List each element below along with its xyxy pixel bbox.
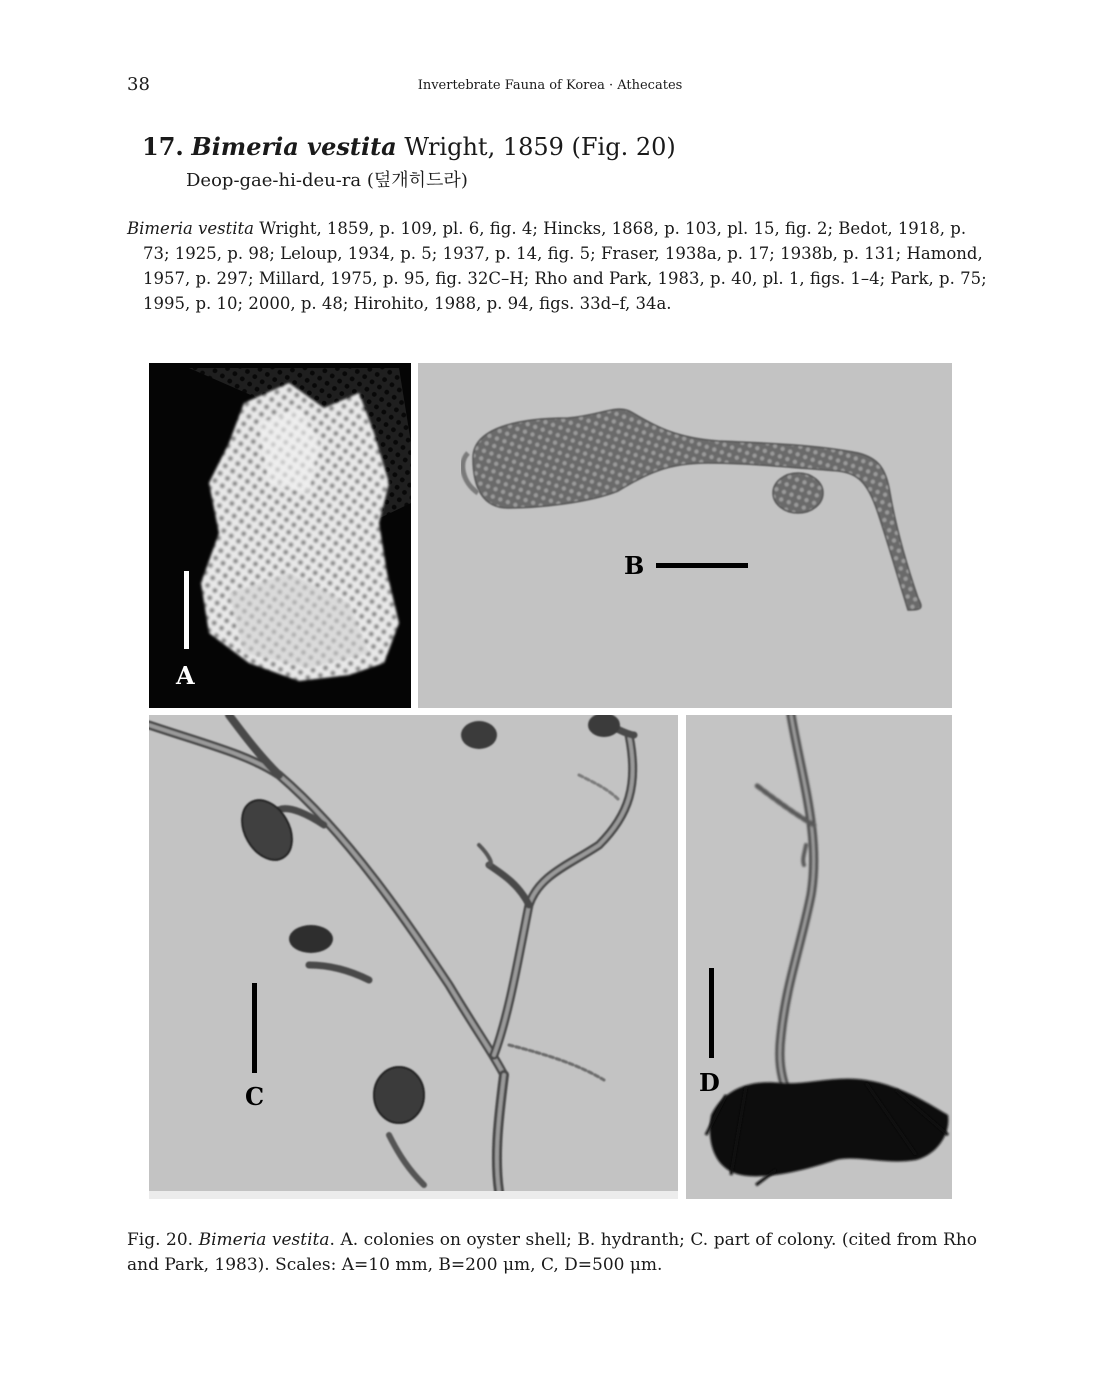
panel-b-scale-bar	[656, 563, 748, 568]
species-number: 17.	[142, 132, 184, 161]
figure-panel-d	[686, 715, 952, 1199]
synonymy-species-name: Bimeria vestita	[127, 219, 254, 238]
figure-caption	[127, 1228, 977, 1278]
panel-a-scale-bar	[184, 571, 189, 649]
panel-c-photo	[149, 715, 678, 1191]
scientific-name: Bimeria vestita	[191, 132, 397, 161]
panel-c-label: C	[245, 1082, 265, 1111]
species-heading	[142, 132, 676, 161]
page-number: 38	[127, 74, 150, 95]
panel-d-label: D	[699, 1068, 720, 1097]
species-authority: Wright, 1859 (Fig. 20)	[404, 133, 676, 161]
panel-b-label: B	[624, 551, 645, 580]
korean-name: Deop-gae-hi-deu-ra (덮개히드라)	[186, 170, 468, 191]
panel-c-bottom-strip	[149, 1191, 678, 1199]
caption-text: . A. colonies on oyster shell; B. hydranth; C. part of colony. (cited from Rho and Park, 1983). Scales: A=10 mm, B=200 μm, C, D=500 μm.	[127, 1230, 978, 1275]
figure-panel-a	[149, 363, 411, 708]
figure-panel-c	[149, 715, 678, 1191]
running-head: Invertebrate Fauna of Korea · Athecates	[417, 78, 683, 93]
panel-d-scale-bar	[709, 968, 714, 1058]
panel-d-photo	[686, 715, 952, 1199]
synonymy-paragraph	[127, 216, 993, 316]
panel-c-scale-bar	[252, 983, 257, 1073]
panel-b-photo	[418, 363, 952, 708]
panel-a-photo	[149, 363, 411, 708]
caption-prefix: Fig. 20.	[127, 1230, 199, 1250]
caption-species: Bimeria vestita	[198, 1230, 330, 1250]
synonymy-text: Wright, 1859, p. 109, pl. 6, fig. 4; Hincks, 1868, p. 103, pl. 15, fig. 2; Bedot, 1918, p. 73; 1925, p. 98; Leloup, 1934, p. 5; 1937, p. 14, fig. 5; Fraser, 1938a, p. 17; 1938b, p. 131; Hamond, 1957, p. 297; Millard, 1975, p. 95, fig. 32C–H; Rho and Park, 1983, p. 40, pl. 1, figs. 1–4; Park, p. 75; 1995, p. 10; 2000, p. 48; Hirohito, 1988, p. 94, figs. 33d–f, 34a.	[143, 219, 987, 313]
panel-a-label: A	[176, 661, 195, 690]
figure-panel-b	[418, 363, 952, 708]
